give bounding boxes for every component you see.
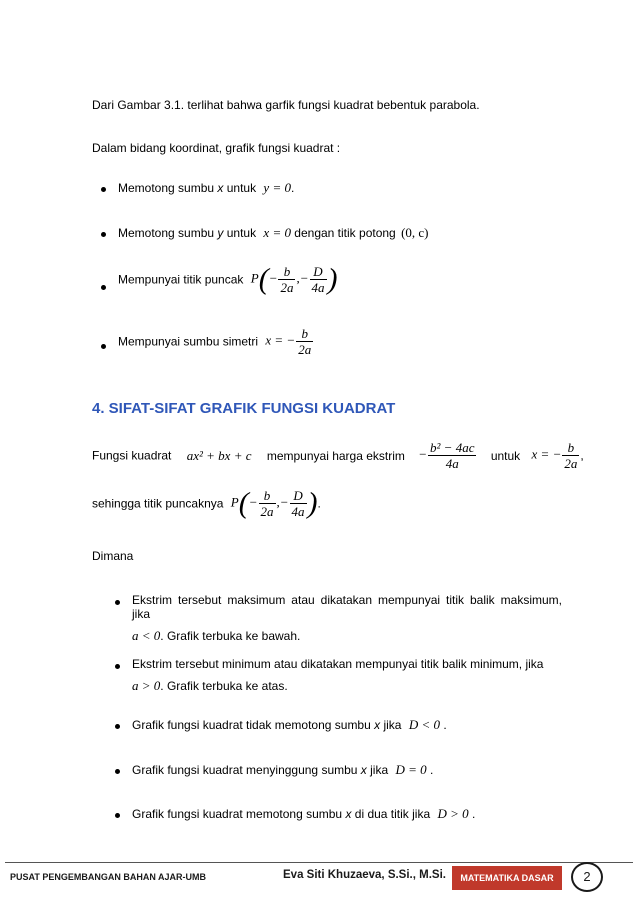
section-heading: 4. SIFAT-SIFAT GRAFIK FUNGSI KUADRAT <box>92 400 396 417</box>
extremum-paragraph: Fungsi kuadrat ax² + bx + c mempunyai harga ekstrim − $\frac{\text{b² − 4ac}}{4a}$ untuk x = − $\frac{b}{2a}$ , <box>92 440 584 471</box>
bullet-marker <box>101 285 106 290</box>
symmetry-formula: x = − $\frac{b}{2a}$ <box>265 326 312 357</box>
list-item: Grafik fungsi kuadrat tidak memotong sumbu x jika D < 0 . <box>132 717 447 732</box>
list-item: Grafik fungsi kuadrat memotong sumbu x di dua titik jika D > 0 . <box>132 806 476 821</box>
footer-divider <box>5 862 633 863</box>
vertex-formula: P(− $\frac{b}{2a}$ ,− $\frac{D}{4a}$ ) <box>250 262 338 296</box>
list-item: Memotong sumbu x untuk y = 0. <box>118 180 295 195</box>
vertex-paragraph: sehingga titik puncaknya P(− $\frac{b}{2a}$ ,− $\frac{D}{4a}$ ). <box>92 486 321 520</box>
bullet-marker <box>115 724 120 729</box>
page-number: 2 <box>571 862 603 892</box>
list-item: Memotong sumbu y untuk x = 0 dengan titik potong (0, c) <box>118 225 429 240</box>
bullet-marker <box>115 769 120 774</box>
dimana-label: Dimana <box>92 549 134 563</box>
bullet-marker <box>115 664 120 669</box>
bullet-marker <box>101 344 106 349</box>
bullet-marker <box>101 232 106 237</box>
list-item: Grafik fungsi kuadrat menyinggung sumbu x jika D = 0 . <box>132 762 434 777</box>
intro-paragraph: Dari Gambar 3.1. terlihat bahwa garfik fungsi kuadrat bebentuk parabola. <box>92 98 480 112</box>
list-item: Ekstrim tersebut maksimum atau dikatakan mempunyai titik balik maksimum, jika a < 0. Grafik terbuka ke bawah. <box>132 593 562 643</box>
bullet-marker <box>115 813 120 818</box>
list-item: Mempunyai titik puncak P(− $\frac{b}{2a}$ ,− $\frac{D}{4a}$ ) <box>118 262 338 296</box>
footer-subject-tag: MATEMATIKA DASAR <box>452 866 562 890</box>
subintro-paragraph: Dalam bidang koordinat, grafik fungsi kuadrat : <box>92 141 341 155</box>
list-item: Mempunyai sumbu simetri x = − $\frac{b}{2a}$ <box>118 326 314 357</box>
list-item: Ekstrim tersebut minimum atau dikatakan mempunyai titik balik minimum, jika a > 0. Grafik terbuka ke atas. <box>132 657 544 693</box>
bullet-marker <box>115 600 120 605</box>
footer-institution: PUSAT PENGEMBANGAN BAHAN AJAR-UMB <box>10 872 207 882</box>
footer-author: Eva Siti Khuzaeva, S.Si., M.Si. <box>283 869 446 881</box>
bullet-marker <box>101 187 106 192</box>
